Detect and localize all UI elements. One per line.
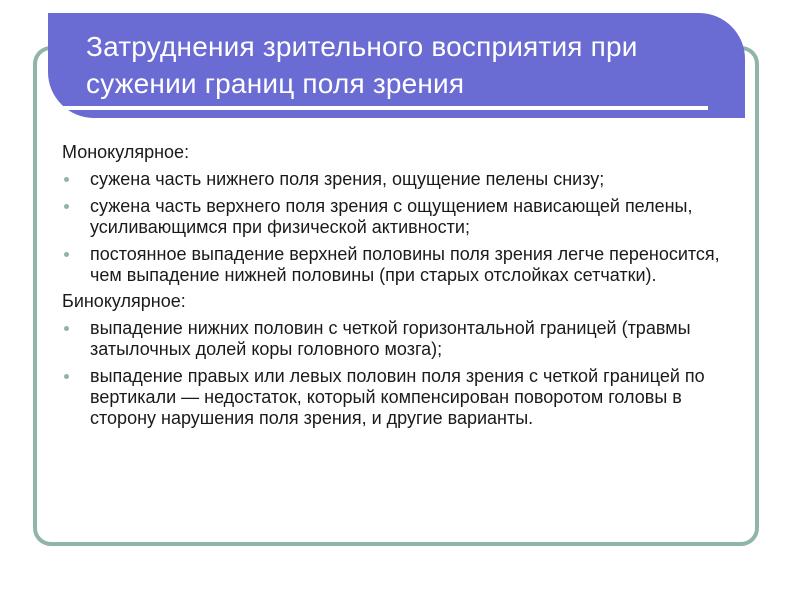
list-item <box>62 196 722 238</box>
title-line-2: сужении границ поля зрения <box>86 68 465 99</box>
monocular-list <box>62 169 722 286</box>
bullet-icon <box>64 374 69 379</box>
list-item-text: выпадение правых или левых половин поля зрения с четкой границей по вертикали — недостаток, который компенсирован поворотом головы в сторону нарушения поля зрения, и другие варианты. <box>90 366 705 428</box>
list-item <box>62 169 722 190</box>
monocular-heading: Монокулярное: <box>62 142 190 162</box>
bullet-icon <box>64 252 69 257</box>
title-bar <box>48 13 745 118</box>
binocular-list <box>62 318 722 429</box>
list-item-text: выпадение нижних половин с четкой горизонтальной границей (травмы затылочных долей коры головного мозга); <box>90 318 691 359</box>
slide-title <box>86 28 745 102</box>
slide-content <box>62 142 722 435</box>
title-underline <box>58 106 708 110</box>
title-line-1: Затруднения зрительного восприятия при <box>86 31 638 62</box>
bullet-icon <box>64 204 69 209</box>
binocular-heading: Бинокулярное: <box>62 291 186 311</box>
list-item <box>62 366 722 429</box>
list-item <box>62 318 722 360</box>
list-item-text: сужена часть верхнего поля зрения с ощущением нависающей пелены, усиливающимся при физической активности; <box>90 196 693 237</box>
list-item <box>62 244 722 286</box>
bullet-icon <box>64 326 69 331</box>
list-item-text: сужена часть нижнего поля зрения, ощущение пелены снизу; <box>90 169 605 189</box>
bullet-icon <box>64 177 69 182</box>
list-item-text: постоянное выпадение верхней половины поля зрения легче переносится, чем выпадение нижней половины (при старых отслойках сетчатки). <box>90 244 720 285</box>
